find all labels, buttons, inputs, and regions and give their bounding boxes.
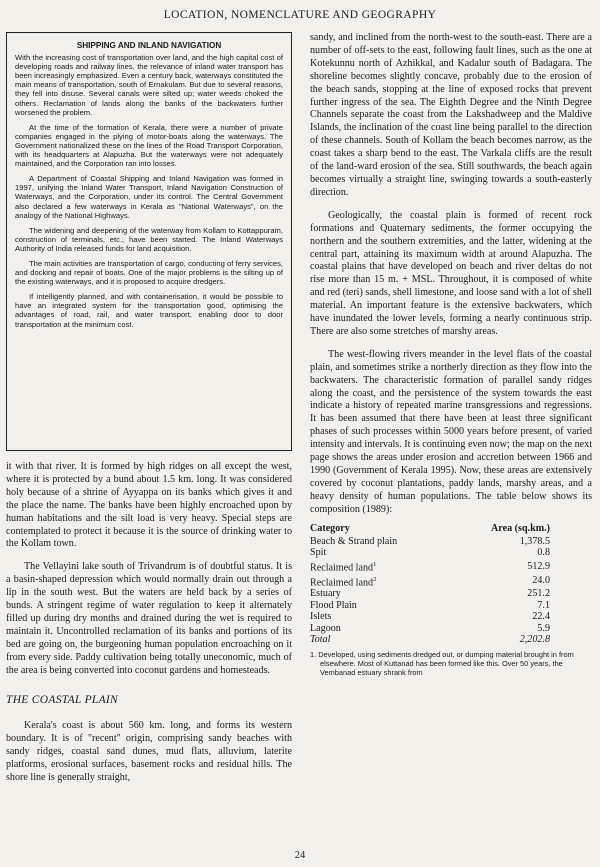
section-heading: THE COASTAL PLAIN	[6, 693, 119, 706]
body-paragraph: The Vellayini lake south of Trivandrum is of doubtful status. It is a basin-shaped depression which would normally drain out through a lip in the south west. But the waters are held back by a series of bunds. A stringent regime of water regulation to keep it alternately filled up during dry months and drained during the wet is required to maintain it. Uncontrolled reclamation of its banks and portions of its bed are going on, the burgeoning human population encroaching on it from every side. Paddy cultivation being totally uneconomic, much of the area is being converted into coconut gardens and homesteads.	[6, 561, 292, 676]
category-cell: Spit	[310, 547, 327, 559]
body-paragraph: it with that river. It is formed by high ridges on all except the west, where it is protected by a bund about 1.5 km. long. It was considered holy because of a shrine of Ayyappa on its banks which gives it and the place the name. The banks have been highly encroached upon by human habitations and the silt load is very heavy. Special steps are contemplated to protect it because it is the source of drinking water to the Kollam town.	[6, 461, 292, 550]
body-paragraph: The west-flowing rivers meander in the level flats of the coastal plain, and sometimes strike a northerly direction as they flow into the backwaters. The characteristic formation of parallel sandy ridges along the coast, and the persistence of the system towards the east indicate a history of repeated marine transgressions and regressions. It has been assumed that there have been at least three significant phases of such processes within 5000 years before present, of varied intensity and intervals. It is continuing even now; the map on the next page shows the areas under erosion and accretion between 1966 and 1990 (Government of Kerala 1995). Now, these areas are extensively covered by coconut plantations, paddy lands, marshy areas, and a heavy density of human populations. The table below shows its composition (1989):	[310, 348, 592, 515]
body-paragraph: Kerala's coast is about 560 km. long, and forms its western boundary. It is of "recent" origin, comprising sandy beaches with sandy ridges, coastal sand dunes, mud flats, alluvium, laterite platforms, erosional surfaces, basement rocks and residual hills. The shore line is generally straight,	[6, 720, 292, 784]
area-cell: 22.4	[532, 611, 550, 623]
area-cell: 512.9	[527, 560, 550, 572]
page-number: 24	[294, 850, 306, 861]
left-body-text	[6, 461, 292, 785]
total-value: 2,202.8	[519, 634, 550, 645]
category-cell: Estuary	[310, 588, 341, 600]
category-cell	[310, 574, 453, 589]
table-header-row	[310, 523, 550, 536]
table-row	[310, 559, 550, 574]
category-cell: Islets	[310, 611, 332, 623]
category-cell: Beach & Strand plain	[310, 536, 398, 548]
box-paragraph: At the time of the formation of Kerala, there were a number of private companies engaged in the plying of motor-boats along the waterways. The Government nationalized these on the lines of the Road Transport Corporation, with its headquarters at Alapuzha. But the waterways were not adequately maintained, and the Corporation ran into losses.	[15, 122, 283, 169]
area-cell: 24.0	[532, 575, 550, 587]
category-cell: Flood Plain	[310, 599, 357, 611]
table-row	[310, 574, 550, 589]
table-row	[310, 588, 550, 599]
category-cell	[310, 559, 453, 574]
left-column	[6, 32, 292, 785]
table-row	[310, 600, 550, 611]
sidebar-box-shipping	[6, 32, 292, 451]
running-header: LOCATION, NOMENCLATURE AND GEOGRAPHY	[163, 9, 437, 21]
area-cell: 0.8	[537, 547, 550, 559]
box-title: SHIPPING AND INLAND NAVIGATION	[76, 41, 222, 50]
right-column	[310, 32, 592, 677]
category-cell: Lagoon	[310, 622, 341, 634]
box-paragraph: If intelligently planned, and with containerisation, it would be possible to have an integrated system for the transportation good, optimising the advantages of road, rail, and water transport, enabling door to door transportation at the minimum cost.	[15, 292, 283, 329]
box-paragraph: With the increasing cost of transportation over land, and the high capital cost of developing roads and railway lines, the relevance of inland water transport has been increasingly emphasized. Even a century back, waterways constituted the main means of transportation, south of Ernakulam. But due to several reasons, they fell into disuse. Several canals were silted up; water weeds choked the others. Reclamation of lands along the banks of the backwaters further worsened the problem.	[15, 53, 283, 117]
box-paragraph: The widening and deepening of the waterway from Kollam to Kottappuram, construction of terminals, etc., have been started. The Inland Waterways Authority of India released funds for land acquisition.	[15, 225, 283, 253]
composition-table	[310, 523, 550, 646]
box-paragraph: A Department of Coastal Shipping and Inland Navigation was formed in 1997, unifying the Inland Water Transport, Inland Navigation Construction of Waterways, and the Corporation, under its control. The Central Government also declared a few waterways in Kerala as "National Waterways", on the analogy of the National Highways.	[15, 174, 283, 220]
body-paragraph: Geologically, the coastal plain is formed of recent rock formations and Quaternary sediments, the former occupying the northern and the southern extremities, and the latter, widening at the central part, attaining its maximum width at around Alapuzha. The coastal plains that have developed on beach and river deltas do not rise more than 15 m. + MSL. Throughout, it is composed of white and red (teri) sands, shell limestone, and loose sand with a lot of shell material. An important feature is the extensive backwaters, which have inundated the lower levels, forming a nearly continuous strip. There are also some stretches of marshy areas.	[310, 209, 592, 337]
area-cell: 251.2	[527, 588, 550, 600]
column-header-area: Area (sq.km.)	[491, 522, 550, 534]
table-row	[310, 611, 550, 622]
box-paragraph: The main activities are transportation of cargo, conducting of ferry services, and docking and repair of boats. One of the major problems is the silting up of the existing waterways, and it is proposed to acquire dredgers.	[15, 258, 283, 287]
total-label: Total	[310, 634, 331, 645]
area-cell: 1,378.5	[519, 536, 550, 548]
table-row	[310, 536, 550, 547]
column-header-category: Category	[310, 522, 350, 534]
right-body-text	[310, 32, 592, 517]
area-cell: 5.9	[537, 622, 550, 634]
footnote-marker: 2	[373, 575, 377, 583]
category-label: Reclaimed land	[310, 562, 374, 574]
table-row	[310, 623, 550, 634]
table-total-row	[310, 634, 550, 645]
footnote-marker: 1	[373, 560, 377, 568]
area-cell: 7.1	[537, 599, 550, 611]
table-row	[310, 547, 550, 558]
footnote: 1. Developed, using sediments dredged out, or dumping material brought in from elsewhere. Most of Kuttanad has been formed like this. Over 50 years, the Vembanad estuary shrank from	[310, 650, 574, 677]
category-label: Reclaimed land	[310, 576, 374, 588]
body-paragraph: sandy, and inclined from the north-west to the south-east. There are a number of off-sets to the east, following fault lines, such as the one at Kotekunnu north of Azhikkal, and Kadalur south of Badagara. The shoreline becomes slightly concave, probably due to the erosion of the beach sands, stopping at the line of exposed rocks that prevent further ingress of the sea. The Eighth Degree and the Ninth Degree Channels separate the coast from the Lakshadweep and the Maldive Islands, the inclination of the coast line being parallel to the direction of these channels. South of Kollam the beach becomes narrow, as the coast takes a sharp bend to the east. The Varkala cliffs are the result of the land-ward erosion of the sea. Still southwards, the beach again becomes virtually a straight line, swinging towards a south-easterly direction.	[310, 32, 592, 198]
